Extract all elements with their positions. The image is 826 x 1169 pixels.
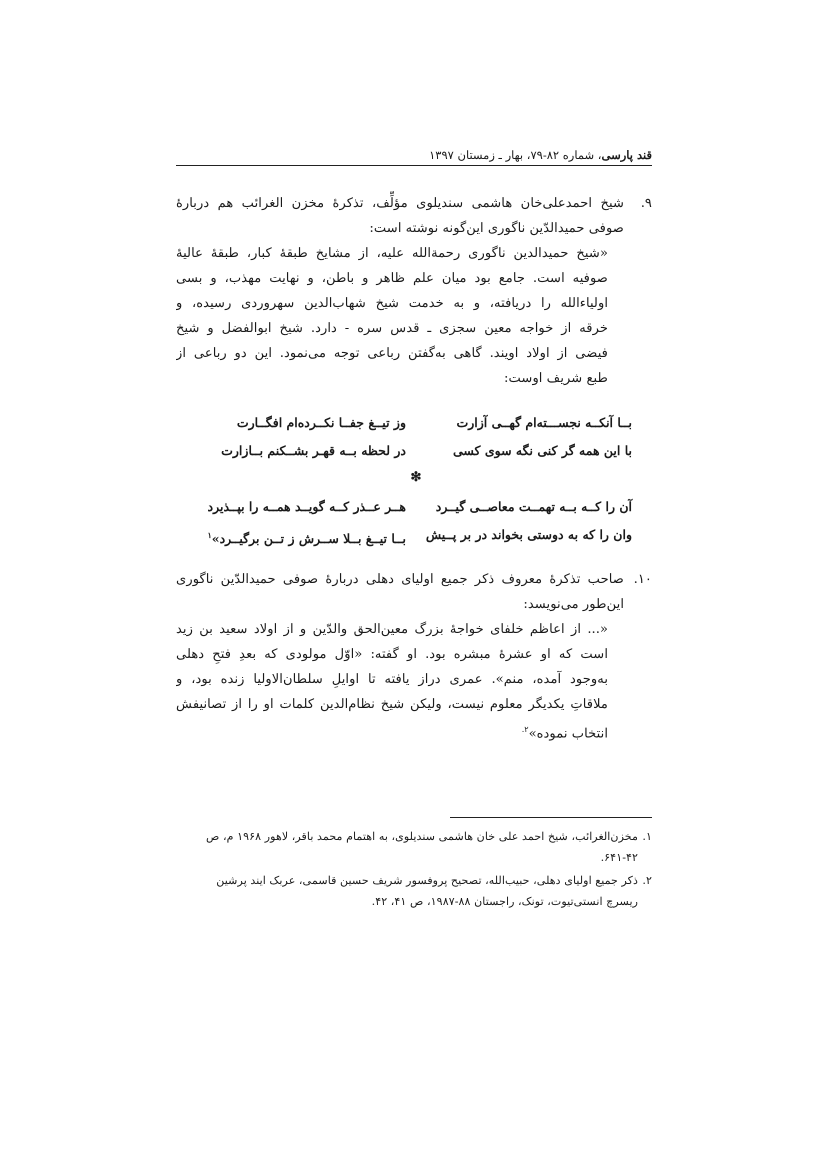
- paragraph-line: این‌طور می‌نویسد:: [523, 597, 624, 612]
- footnote-line: ذکر جمیع اولیای دهلی، حبیب‌الله، تصحیح پروفسور شریف حسین قاسمی، عربک ایند پرشین: [216, 874, 638, 887]
- verse-row: [200, 521, 632, 549]
- quote-line: «... از اعاظم خلفای خواجهٔ بزرگ معین‌الحق والدّین و از اولاد سعید بن زید: [176, 622, 608, 637]
- asterism-separator: ❇: [410, 470, 422, 485]
- footnote-number: ۱.: [642, 830, 652, 843]
- journal-name: قند پارسی: [601, 148, 652, 162]
- hemistich: در لحظه بــه قهـر بشــکنم بــازارت: [221, 443, 406, 458]
- quote-line: به‌وجود آمده، منم». عمری دراز یافته تا اوایلِ سلطان‌الاولیا زنده بود، و: [176, 672, 608, 687]
- hemistich: بــا آنکــه نجســـته‌ام گهــی آزارت: [456, 415, 632, 430]
- running-header: [176, 147, 652, 163]
- footnote-line: ریسرچ انستی‌تیوت، تونک، راجستان ۸۸-۱۹۸۷، ص ۴۱، ۴۲.: [371, 895, 638, 908]
- quote-line: طبع شریف اوست:: [504, 371, 608, 386]
- paragraph-line: صاحب تذکرهٔ معروف ذکر جمیع اولیای دهلی دربارهٔ صوفی حمیدالدّین ناگوری: [176, 572, 624, 587]
- quote-line-last: [176, 717, 608, 742]
- footnote-2: [176, 870, 652, 912]
- hemistich: وان را که به دوستی بخواند در بر پــیش: [425, 527, 632, 542]
- hemistich: بــا تیــغ بــلا ســرش ز تــن برگیــرد»: [211, 531, 406, 547]
- quatrain-1: [200, 409, 632, 491]
- item-number: ۱۰.: [633, 572, 652, 587]
- item-number: ۹.: [640, 196, 652, 211]
- quotation: [176, 617, 624, 742]
- footnote-line: ۶۴۱-۴۲.: [600, 851, 638, 864]
- quote-line: فیضی از اولاد اویند. گاهی به‌گفتن رباعی توجه می‌نمود. این دو رباعی از: [176, 346, 608, 361]
- quote-line: ملاقاتِ یکدیگر معلوم نیست، ولیکن شیخ نظام‌الدین کلمات او را از تصانیفش: [176, 697, 608, 712]
- footnote-number: ۲.: [642, 874, 652, 887]
- hemistich: وز تیــغ جفــا نکــرده‌ام افگــارت: [236, 415, 406, 430]
- hemistich: هــر عــذر کــه گویــد همــه را بپــذیرد: [207, 499, 406, 514]
- verse-row: [200, 493, 632, 521]
- hemistich-with-ref: [200, 521, 406, 549]
- paragraph-line: شیخ احمدعلی‌خان هاشمی سندیلوی مؤلِّف، تذکرهٔ مخزن الغرائب هم دربارهٔ: [176, 196, 624, 211]
- hemistich: با این همه گر کنی نگه سوی کسی: [452, 443, 632, 458]
- quote-line: «شیخ حمیدالدین ناگوری رحمةالله علیه، از مشایخ طبقهٔ کبار، طبقهٔ عالیهٔ: [176, 246, 608, 261]
- verse-row: [200, 409, 632, 437]
- footnote-ref: ۱: [207, 530, 212, 540]
- quote-line: صوفیه است. جامع بود میان علم ظاهر و باطن، و نهایت مهذب، و بسی: [176, 271, 608, 286]
- quote-line: است که او عشرهٔ مبشره بود. او گفته: «اوّل مولودی که بعدِ فتحِ دهلی: [176, 647, 608, 662]
- footnote-ref: ۲.: [521, 725, 529, 734]
- quote-line: اولیاءالله را دریافته، و به خدمت شیخ شهاب‌الدین سهروردی رسیده، و: [176, 296, 608, 311]
- item-10: [176, 567, 652, 742]
- item-9: [176, 191, 652, 391]
- hemistich: آن را کــه بــه تهمــت معاصــی گیــرد: [435, 499, 632, 514]
- quote-line: خرقه از خواجه معین سجزی ـ قدس سره - دارد. شیخ ابوالفضل و شیخ: [176, 321, 608, 336]
- verse-row: [200, 437, 632, 465]
- quotation: [176, 241, 624, 391]
- footnote-1: [176, 826, 652, 868]
- quote-text: انتخاب نموده»: [528, 726, 608, 742]
- issue-info: ، شماره ۸۲-۷۹، بهار ـ زمستان ۱۳۹۷: [429, 148, 602, 162]
- header-divider: [176, 165, 652, 166]
- footnote-line: مخزن‌الغرائب، شیخ احمد علی خان هاشمی سندیلوی، به اهتمام محمد باقر، لاهور ۱۹۶۸ م، ص: [205, 830, 638, 843]
- paragraph-line: صوفی حمیدالدّین ناگوری این‌گونه نوشته است:: [369, 221, 624, 236]
- quatrain-2: [200, 493, 632, 549]
- footnote-divider: [450, 817, 652, 818]
